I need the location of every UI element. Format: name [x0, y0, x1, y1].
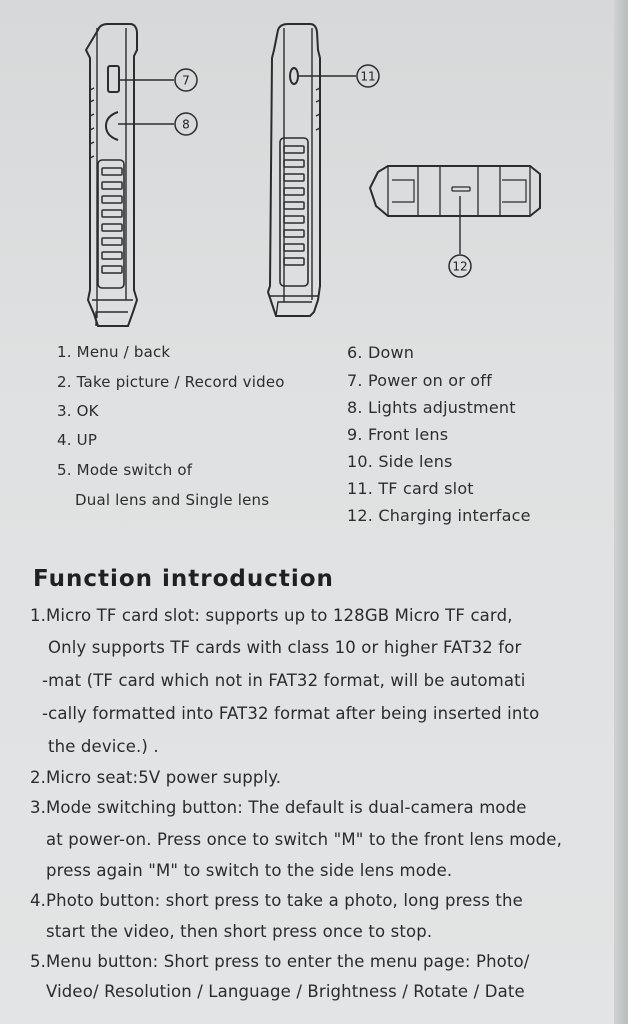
text-line: Video/ Resolution / Language / Brightness / Rotate / Date [46, 982, 525, 1001]
legend-item: 2. Take picture / Record video [57, 373, 285, 391]
legend-item: 12. Charging interface [347, 506, 531, 525]
device-side-view-right-slots [284, 146, 304, 265]
text-line: start the video, then short press once to stop. [46, 922, 433, 941]
legend-item: 1. Menu / back [57, 343, 171, 361]
legend-item: 7. Power on or off [347, 371, 492, 390]
text-line: 4.Photo button: short press to take a photo, long press the [30, 891, 523, 910]
text-line: 5.Menu button: Short press to enter the menu page: Photo/ [30, 952, 530, 971]
text-line: -cally formatted into FAT32 format after being inserted into [42, 704, 540, 723]
section-title: Function introduction [33, 566, 334, 592]
legend-item: 5. Mode switch of [57, 461, 193, 479]
legend-item: 9. Front lens [347, 425, 449, 444]
text-line: press again "M" to switch to the side lens mode. [46, 861, 453, 880]
legend-item: 4. UP [57, 431, 98, 449]
legend-item: 6. Down [347, 343, 415, 362]
callout-12-label: 12 [452, 259, 468, 274]
text-line: -mat (TF card which not in FAT32 format, will be automati [42, 671, 526, 690]
text-line: the device.) . [48, 737, 159, 756]
callout-8-label: 8 [182, 117, 190, 132]
legend-item-continuation: Dual lens and Single lens [75, 491, 270, 509]
text-line: 1.Micro TF card slot: supports up to 128GB Micro TF card, [30, 606, 513, 625]
text-line: 2.Micro seat:5V power supply. [30, 768, 282, 787]
text-line: at power-on. Press once to switch "M" to the front lens mode, [46, 830, 563, 849]
callout-7-label: 7 [182, 73, 190, 88]
text-line: Only supports TF cards with class 10 or higher FAT32 for [48, 638, 522, 657]
device-side-view-right [268, 24, 320, 316]
legend-item: 3. OK [57, 402, 99, 420]
legend-item: 11. TF card slot [347, 479, 474, 498]
device-bottom-view [370, 166, 540, 216]
callout-11-label: 11 [360, 69, 376, 84]
text-line: 3.Mode switching button: The default is dual-camera mode [30, 798, 527, 817]
device-side-view-left-slots [102, 168, 122, 273]
legend-item: 10. Side lens [347, 452, 453, 471]
legend-item: 8. Lights adjustment [347, 398, 516, 417]
device-diagram [0, 0, 628, 340]
